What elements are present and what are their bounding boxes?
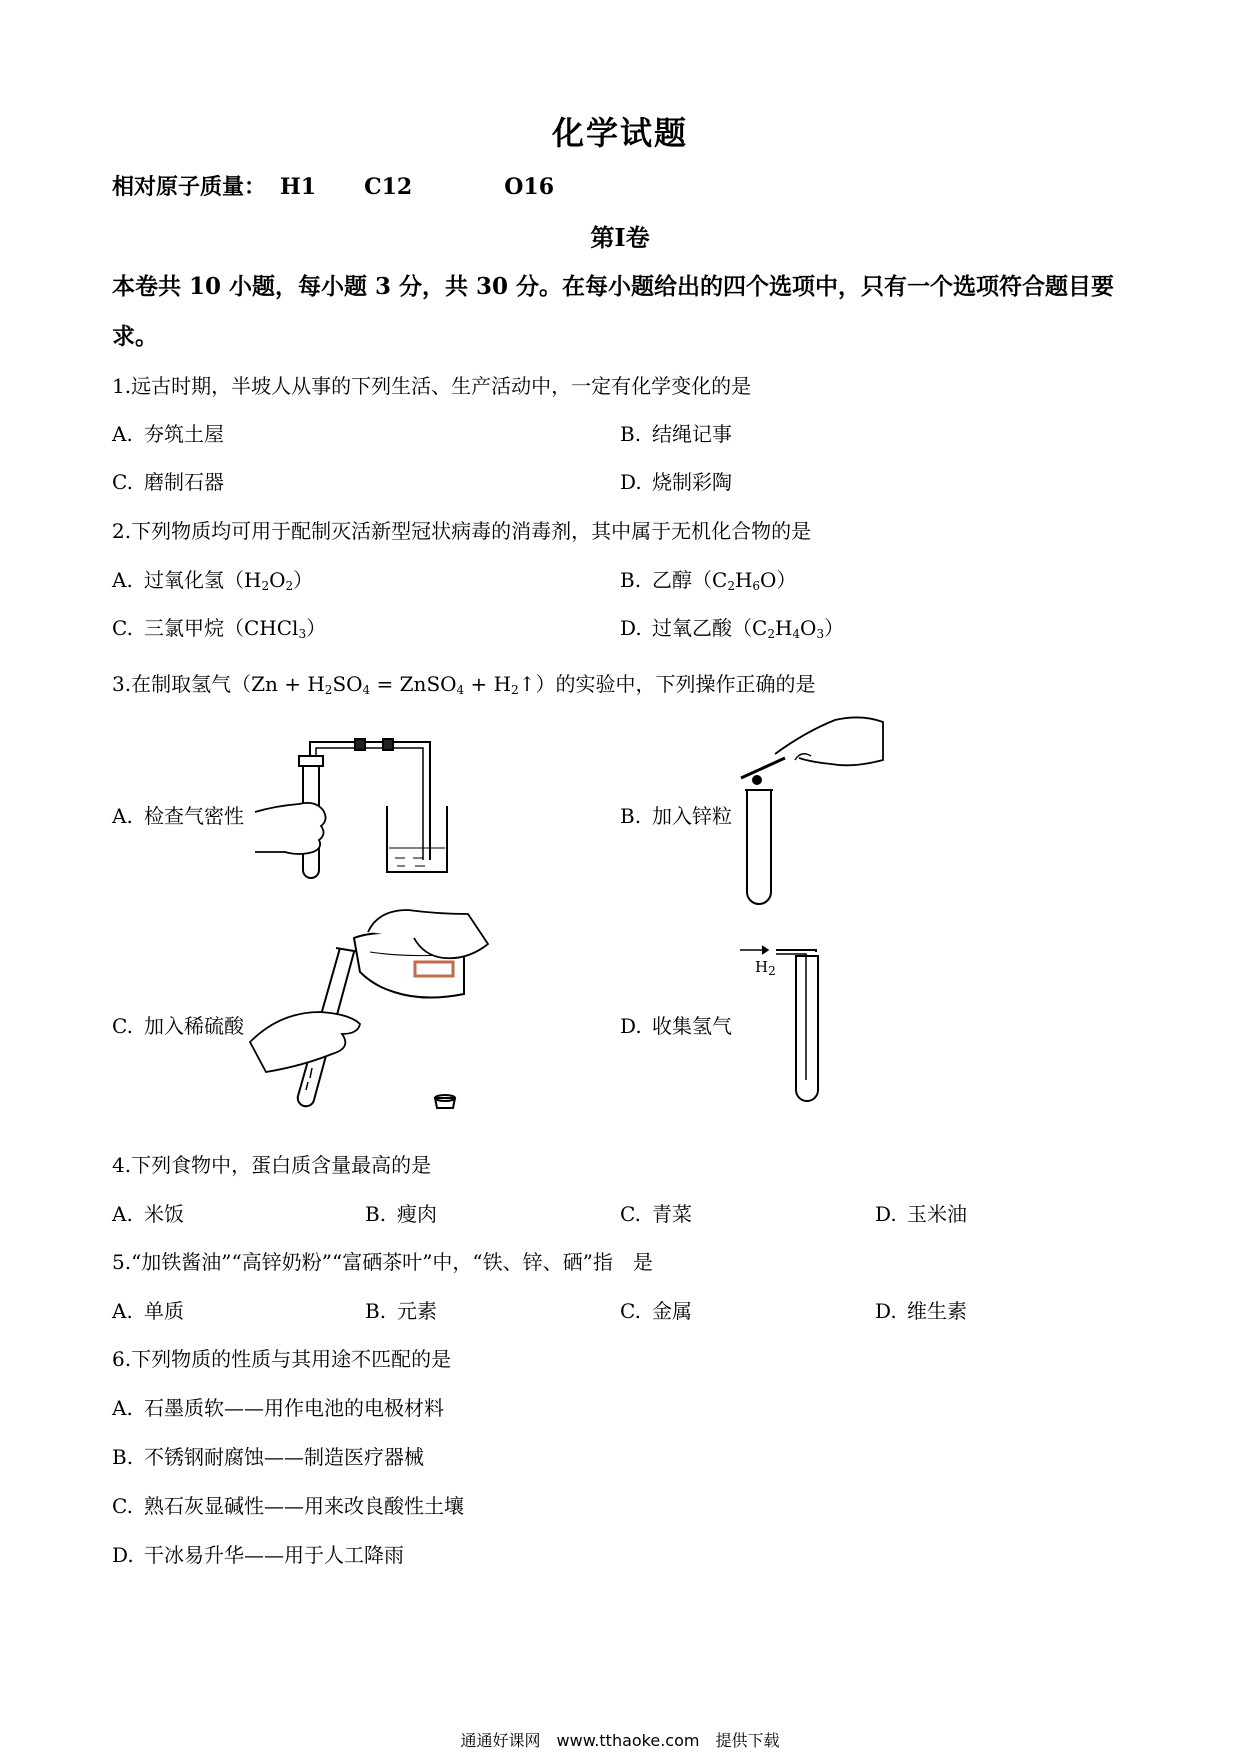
question-2-option-c: C. 三氯甲烷（CHCl$_3$）: [112, 616, 327, 641]
figure-airtightness-check: [255, 730, 455, 880]
question-3-option-a: A. 检查气密性: [112, 804, 244, 828]
atomic-mass-h: H1: [280, 174, 317, 200]
question-1-option-a: A. 夯筑土屋: [112, 422, 224, 446]
question-2-option-d: D. 过氧乙酸$(C_2H_4O_3)$: [620, 616, 845, 641]
atomic-mass-o: O16: [504, 174, 555, 200]
hydrogen-equation: $Zn + H_2SO_4$ = ZnSO$_4$ + $H_2↑$: [251, 672, 536, 697]
footer-source: 通通好课网 www.tthaoke.com 提供下载: [460, 1731, 780, 1750]
question-6-option-a: A. 石墨质软——用作电池的电极材料: [112, 1396, 444, 1420]
question-2-option-a: A. 过氧化氢$(H_2O_2)$: [112, 568, 314, 593]
question-1-option-b: B. 结绳记事: [620, 422, 732, 446]
question-1-stem: 1.远古时期，半坡人从事的下列生活、生产活动中，一定有化学变化的是: [112, 374, 752, 398]
question-6-option-c: C. 熟石灰显碱性——用来改良酸性土壤: [112, 1494, 464, 1518]
question-4-stem: 4.下列食物中，蛋白质含量最高的是: [112, 1153, 432, 1177]
question-4-option-b: B. 瘦肉: [365, 1202, 437, 1226]
question-4-option-d: D. 玉米油: [875, 1202, 967, 1226]
question-6-option-b: B. 不锈钢耐腐蚀——制造医疗器械: [112, 1445, 424, 1469]
question-1-option-d: D. 烧制彩陶: [620, 470, 732, 494]
atomic-mass-label: 相对原子质量：: [112, 174, 267, 200]
page-title: 化学试题: [551, 114, 688, 152]
question-4-option-a: A. 米饭: [112, 1202, 184, 1226]
atomic-masses: [112, 170, 554, 201]
question-5-stem: 5.“加铁酱油”“高锌奶粉”“富硒茶叶”中，“铁、锌、硒”指 是: [112, 1250, 653, 1274]
instructions: 本卷共 10 小题，每小题 3 分，共 30 分。在每小题给出的四个选项中，只有一个选项符合题目要求。: [112, 273, 1115, 350]
question-4-option-c: C. 青菜: [620, 1202, 692, 1226]
question-5-option-d: D. 维生素: [875, 1299, 967, 1323]
figure-add-sulfuric-acid: [250, 918, 500, 1118]
figure-add-zinc: [735, 708, 885, 908]
question-3-option-b: B. 加入锌粒: [620, 804, 732, 828]
question-2-option-b: B. 乙醇$(C_2H_6O)$: [620, 568, 797, 593]
question-3-stem: 3.在制取氢气（$Zn + H_2SO_4$ = ZnSO$_4$ + $H_2↑$）的实验中，下列操作正确的是: [112, 672, 816, 697]
question-5-option-a: A. 单质: [112, 1299, 184, 1323]
question-3-option-d: D. 收集氢气: [620, 1014, 732, 1038]
question-6-stem: 6.下列物质的性质与其用途不匹配的是: [112, 1347, 452, 1371]
atomic-mass-c: C12: [364, 174, 413, 200]
question-2-stem: 2.下列物质均可用于配制灭活新型冠状病毒的消毒剂，其中属于无机化合物的是: [112, 519, 812, 543]
question-5-option-b: B. 元素: [365, 1299, 437, 1323]
question-6-option-d: D. 干冰易升华——用于人工降雨: [112, 1543, 404, 1567]
question-1-option-c: C. 磨制石器: [112, 470, 224, 494]
volume-heading: 第Ⅰ卷: [590, 223, 650, 252]
question-3-option-c: C. 加入稀硫酸: [112, 1014, 244, 1038]
question-5-option-c: C. 金属: [620, 1299, 692, 1323]
hydrogen-label: $H_2$: [755, 958, 776, 978]
